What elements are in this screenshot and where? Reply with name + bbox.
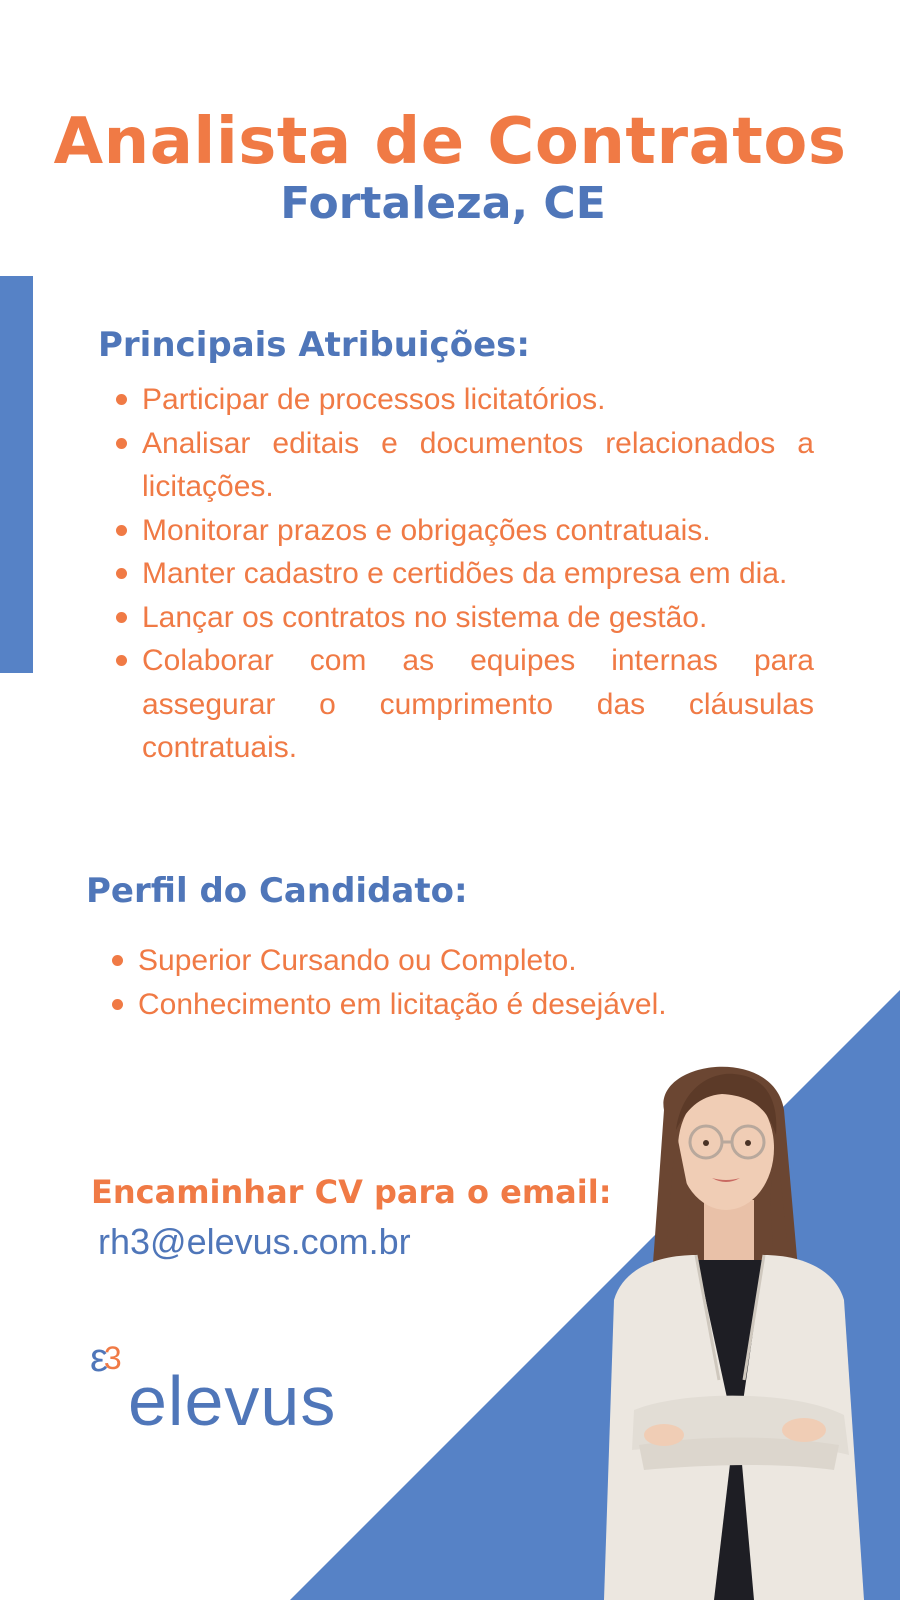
duty-text: Colaborar com as equipes internas para assegurar o cumprimento das cláusulas contratuais.	[142, 644, 814, 764]
bullet-dot-icon	[116, 438, 127, 449]
list-item	[110, 939, 830, 983]
duty-text: Manter cadastro e certidões da empresa em dia.	[142, 557, 788, 590]
duty-text: Analisar editais e documentos relacionados a licitações.	[142, 426, 814, 503]
profile-text: Conhecimento em licitação é desejável.	[138, 987, 667, 1021]
duties-heading: Principais Atribuições:	[98, 325, 530, 365]
list-item	[114, 596, 814, 640]
profile-list	[110, 939, 830, 1026]
list-item	[114, 422, 814, 509]
bullet-dot-icon	[112, 999, 123, 1010]
bullet-dot-icon	[116, 525, 127, 536]
duty-text: Monitorar prazos e obrigações contratuais.	[142, 513, 711, 547]
logo-wordmark: elevus	[128, 1362, 337, 1440]
profile-text: Superior Cursando ou Completo.	[138, 944, 577, 977]
list-item	[114, 378, 814, 422]
list-item	[114, 552, 814, 596]
cv-call-to-action: Encaminhar CV para o email:	[91, 1173, 612, 1211]
duty-text: Lançar os contratos no sistema de gestão.	[142, 600, 708, 634]
bullet-dot-icon	[116, 568, 127, 579]
job-location: Fortaleza, CE	[280, 178, 606, 229]
contact-email-link[interactable]: rh3@elevus.com.br	[98, 1221, 411, 1262]
duties-list	[114, 378, 814, 770]
bullet-dot-icon	[116, 612, 127, 623]
woman-portrait-icon	[594, 1050, 884, 1600]
list-item	[114, 509, 814, 553]
job-title: Analista de Contratos	[53, 105, 847, 179]
list-item	[110, 983, 830, 1027]
bullet-dot-icon	[112, 955, 123, 966]
bullet-dot-icon	[116, 655, 127, 666]
list-item	[114, 639, 814, 770]
profile-heading: Perfil do Candidato:	[86, 871, 468, 911]
duty-text: Participar de processos licitatórios.	[142, 383, 606, 416]
logo-mark-icon: $\varepsilon^3$	[90, 1336, 122, 1380]
bullet-dot-icon	[116, 394, 127, 405]
left-accent-bar	[0, 276, 33, 673]
elevus-logo	[90, 1335, 350, 1440]
